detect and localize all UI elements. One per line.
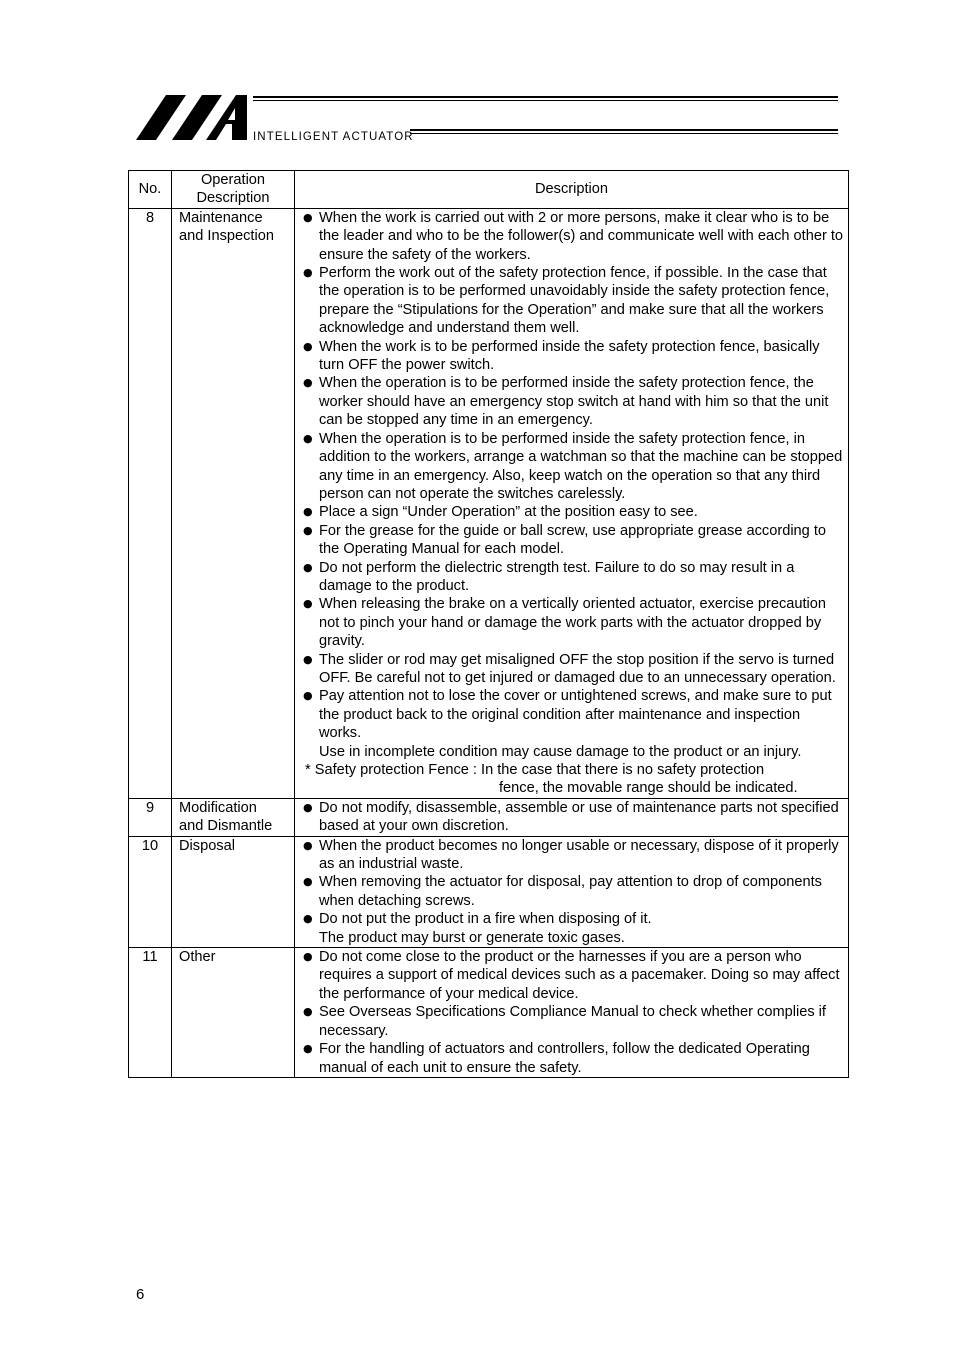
bullet-item: ● When removing the actuator for disposal, pay attention to drop of components when detaching screws.: [302, 873, 846, 910]
bullet-item: ● When releasing the brake on a vertically oriented actuator, exercise precaution not to pinch your hand or damage the work parts with the actuator dropped by gravity.: [302, 595, 846, 650]
footnote-text: fence, the movable range should be indicated.: [499, 780, 798, 797]
row-operation: [172, 208, 295, 798]
row-description: [295, 948, 849, 1078]
bullet-item: ● When the work is carried out with 2 or more persons, make it clear who is to be the leader and who to be the follower(s) and communicate well with each other to ensure the safety of the workers.: [302, 209, 846, 264]
operation-line: Modification: [179, 799, 257, 816]
bullet-item: ● When the product becomes no longer usable or necessary, dispose of it properly as an industrial waste.: [302, 837, 846, 874]
row-description: [295, 836, 849, 947]
header-rule: [410, 133, 838, 134]
continuation-text: Use in incomplete condition may cause damage to the product or an injury.: [319, 743, 802, 760]
header-rule: [410, 129, 838, 131]
header-rule: [253, 96, 838, 98]
company-logo: [136, 92, 252, 142]
bullet-item: ● Perform the work out of the safety protection fence, if possible. In the case that the operation is to be performed unavoidably inside the safety protection fence, prepare the “Stipulations for the Operation” and make sure that all the workers acknowledge and understand them well.: [302, 264, 846, 338]
row-number: 10: [129, 836, 172, 947]
brand-name: INTELLIGENT ACTUATOR: [253, 131, 414, 143]
bullet-item: ● See Overseas Specifications Compliance Manual to check whether complies if necessary.: [302, 1003, 846, 1040]
operation-line: Other: [179, 949, 216, 966]
header-rule: [253, 100, 838, 101]
operation-line: Disposal: [179, 837, 235, 854]
table-row: [129, 836, 849, 947]
row-operation: [172, 836, 295, 947]
bullet-item: ● Do not perform the dielectric strength test. Failure to do so may result in a damage to the product.: [302, 559, 846, 596]
table-row: [129, 798, 849, 836]
row-number: 9: [129, 798, 172, 836]
bullet-item: ● When the operation is to be performed inside the safety protection fence, the worker should have an emergency stop switch at hand with him so that the unit can be stopped any time in an emergency.: [302, 374, 846, 429]
row-description: [295, 798, 849, 836]
bullet-item: ● Do not put the product in a fire when disposing of it.: [302, 910, 846, 928]
table-row: [129, 208, 849, 798]
row-operation: [172, 948, 295, 1078]
bullet-item: ● Do not modify, disassemble, assemble or use of maintenance parts not specified based at your own discretion.: [302, 799, 846, 836]
continuation-text: The product may burst or generate toxic gases.: [319, 929, 625, 946]
bullet-item: ● The slider or rod may get misaligned OFF the stop position if the servo is turned OFF. Be careful not to get injured or damaged due to an unnecessary operation.: [302, 651, 846, 688]
bullet-item: ● Pay attention not to lose the cover or untightened screws, and make sure to put the product back to the original condition after maintenance and inspection works.: [302, 687, 846, 742]
bullet-item: ● Place a sign “Under Operation” at the position easy to see.: [302, 503, 846, 521]
page-number: 6: [136, 1286, 145, 1303]
header-description: Description: [295, 171, 849, 209]
bullet-item: ● When the operation is to be performed inside the safety protection fence, in addition to the workers, arrange a watchman so that the machine can be stopped any time in an emergency. Also, keep watch on the operation so that any third person can not operate the switches carelessly.: [302, 430, 846, 504]
header-operation: [172, 171, 295, 209]
bullet-item: ● For the handling of actuators and controllers, follow the dedicated Operating manual of each unit to ensure the safety.: [302, 1040, 846, 1077]
row-operation: [172, 798, 295, 836]
row-description: [295, 208, 849, 798]
header-operation-line: Operation: [200, 172, 266, 188]
header-no: No.: [129, 171, 172, 209]
header-operation-line: Description: [196, 190, 270, 207]
footnote-text: * Safety protection Fence : In the case that there is no safety protection: [305, 762, 765, 778]
bullet-item: ● When the work is to be performed inside the safety protection fence, basically turn OFF the power switch.: [302, 338, 846, 375]
operation-line: and Inspection: [179, 228, 274, 245]
bullet-item: ● Do not come close to the product or the harnesses if you are a person who requires a support of medical devices such as a pacemaker. Doing so may affect the performance of your medical device.: [302, 948, 846, 1003]
operations-table: [128, 170, 849, 1078]
table-row: [129, 948, 849, 1078]
operation-line: Maintenance: [179, 209, 263, 226]
bullet-item: ● For the grease for the guide or ball screw, use appropriate grease according to the Operating Manual for each model.: [302, 522, 846, 559]
row-number: 8: [129, 208, 172, 798]
operation-line: and Dismantle: [179, 818, 273, 835]
table-header-row: [129, 171, 849, 209]
row-number: 11: [129, 948, 172, 1078]
